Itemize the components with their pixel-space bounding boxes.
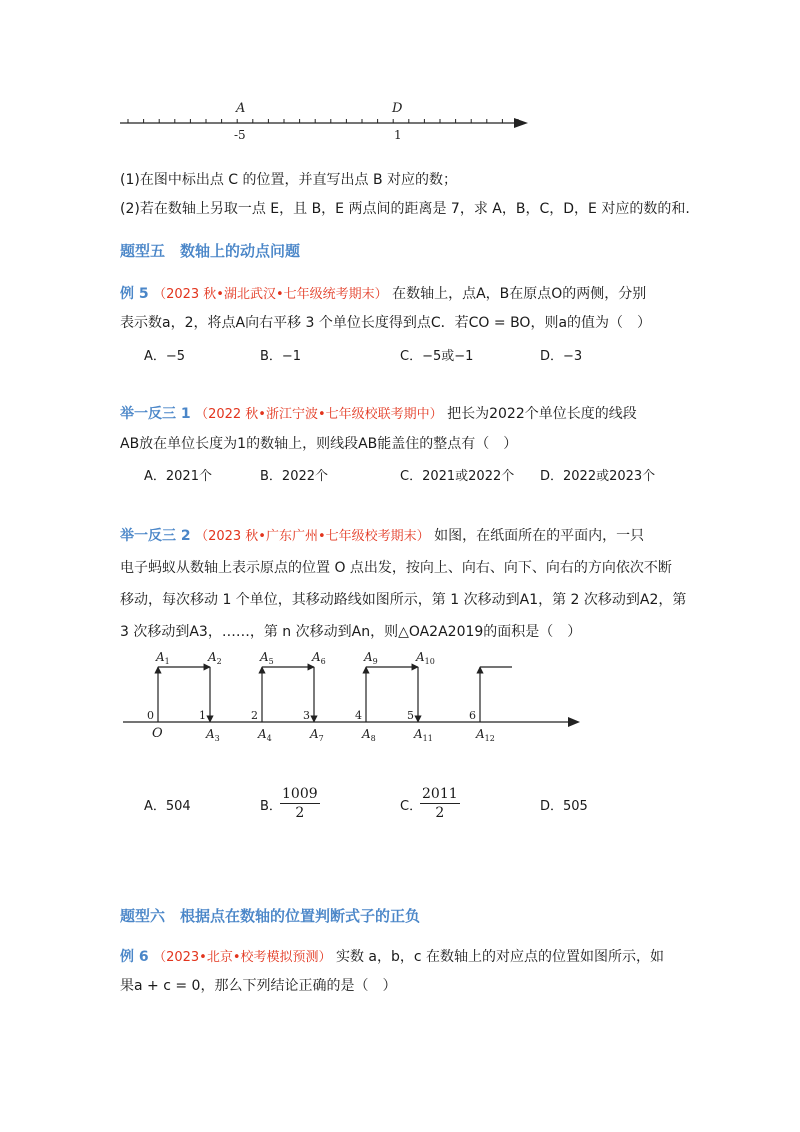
- practice-1-label: 举一反三 1: [120, 406, 191, 422]
- ant-top-label: $A_5$: [260, 650, 274, 666]
- ant-tick-label: 0: [147, 709, 154, 722]
- practice-2-line-1: [120, 526, 644, 547]
- example-6-source: （2023•北京•校考模拟预测）: [153, 950, 332, 965]
- ant-top-label: $A_6$: [312, 650, 326, 666]
- ant-axis-arrow: [568, 717, 580, 727]
- option-c-numerator: 2011: [422, 786, 458, 802]
- tick-label-a: -5: [234, 128, 246, 142]
- example-5-line-2: 表示数a，2，将点A向右平移 3 个单位长度得到点C．若CO = BO，则a的值为（ ）: [120, 315, 652, 331]
- ant-top-label: $A_9$: [364, 650, 378, 666]
- ant-origin-label: O: [152, 726, 163, 741]
- example-6-line-1: [120, 947, 664, 968]
- practice-2-text-1: 如图，在纸面所在的平面内，一只: [434, 528, 645, 544]
- ant-bottom-label: $A_8$: [362, 727, 376, 743]
- top-number-line: [110, 90, 540, 150]
- example-5-text-1: 在数轴上，点A，B在原点O的两侧，分别: [392, 286, 647, 302]
- example-5-option-a: A．−5: [144, 349, 186, 364]
- example-5-line-1: [120, 284, 646, 305]
- practice-2-label: 举一反三 2: [120, 528, 191, 544]
- ant-tick-label: 3: [303, 709, 310, 722]
- practice-1-line-2: AB放在单位长度为1的数轴上，则线段AB能盖住的整点有（ ）: [120, 436, 518, 452]
- ant-top-label: $A_1$: [156, 650, 170, 666]
- ant-top-label: $A_2$: [208, 650, 222, 666]
- practice-2-option-a: A．504: [144, 799, 191, 814]
- practice-1-text-1: 把长为2022个单位长度的线段: [447, 406, 637, 422]
- practice-2-line-2: 电子蚂蚁从数轴上表示原点的位置 O 点出发，按向上、向右、向下、向右的方向依次不断: [120, 560, 672, 576]
- ant-path-diagram: [118, 645, 588, 745]
- example-6-line-2: 果a + c = 0，那么下列结论正确的是（ ）: [120, 978, 397, 994]
- practice-1-line-1: [120, 404, 637, 425]
- section-5-title: 题型五 数轴上的动点问题: [120, 242, 301, 260]
- example-6-label: 例 6: [120, 949, 149, 965]
- example-5-label: 例 5: [120, 286, 149, 302]
- practice-2-option-c-prefix: C．: [400, 799, 423, 814]
- practice-1-option-a: A．2021个: [144, 469, 212, 484]
- ant-tick-label: 5: [407, 709, 414, 722]
- practice-2-line-3: 移动，每次移动 1 个单位，其移动路线如图所示，第 1 次移动到A1，第 2 次移动到A2，第: [120, 592, 687, 608]
- practice-1-source: （2022 秋•浙江宁波•七年级校联考期中）: [195, 407, 443, 422]
- tick-label-d: 1: [394, 128, 402, 142]
- practice-2-source: （2023 秋•广东广州•七年级校考期末）: [195, 529, 430, 544]
- practice-2-option-c-fraction: [420, 786, 460, 821]
- ant-tick-label: 2: [251, 709, 258, 722]
- ant-bottom-label: $A_7$: [310, 727, 324, 743]
- example-5-option-d: D．−3: [540, 349, 583, 364]
- practice-1-option-c: C．2021或2022个: [400, 469, 515, 484]
- ant-tick-label: 1: [199, 709, 206, 722]
- practice-1-option-b: B．2022个: [260, 469, 329, 484]
- ant-tick-label: 6: [469, 709, 476, 722]
- option-c-denominator: 2: [435, 805, 445, 821]
- practice-2-line-4: 3 次移动到A3，……，第 n 次移动到An，则△OA2A2019的面积是（ ）: [120, 624, 582, 640]
- practice-2-option-b-prefix: B．: [260, 799, 282, 814]
- ant-top-label: $A_{10}$: [416, 650, 435, 666]
- ant-bottom-label: $A_{12}$: [476, 727, 495, 743]
- ant-bottom-label: $A_4$: [258, 727, 272, 743]
- point-d-label: D: [392, 101, 403, 116]
- practice-1-option-d: D．2022或2023个: [540, 469, 656, 484]
- example-5-option-b: B．−1: [260, 349, 302, 364]
- example-5-source: （2023 秋•湖北武汉•七年级统考期末）: [153, 287, 388, 302]
- option-b-denominator: 2: [295, 805, 305, 821]
- example-5-option-c: C．−5或−1: [400, 349, 474, 364]
- section-6-title: 题型六 根据点在数轴的位置判断式子的正负: [120, 907, 421, 925]
- ant-bottom-label: $A_3$: [206, 727, 220, 743]
- ant-tick-label: 4: [355, 709, 362, 722]
- point-a-label: A: [236, 101, 246, 116]
- practice-2-option-d: D．505: [540, 799, 588, 814]
- question-part-1: (1)在图中标出点 C 的位置，并直写出点 B 对应的数；: [120, 172, 458, 188]
- option-b-numerator: 1009: [282, 786, 318, 802]
- question-part-2: (2)若在数轴上另取一点 E，且 B，E 两点间的距离是 7，求 A，B，C，D，E 对应的数的和.: [120, 201, 690, 217]
- ant-bottom-label: $A_{11}$: [414, 727, 433, 743]
- practice-2-option-b-fraction: [280, 786, 320, 821]
- example-6-text-1: 实数 a，b，c 在数轴上的对应点的位置如图所示，如: [335, 949, 665, 965]
